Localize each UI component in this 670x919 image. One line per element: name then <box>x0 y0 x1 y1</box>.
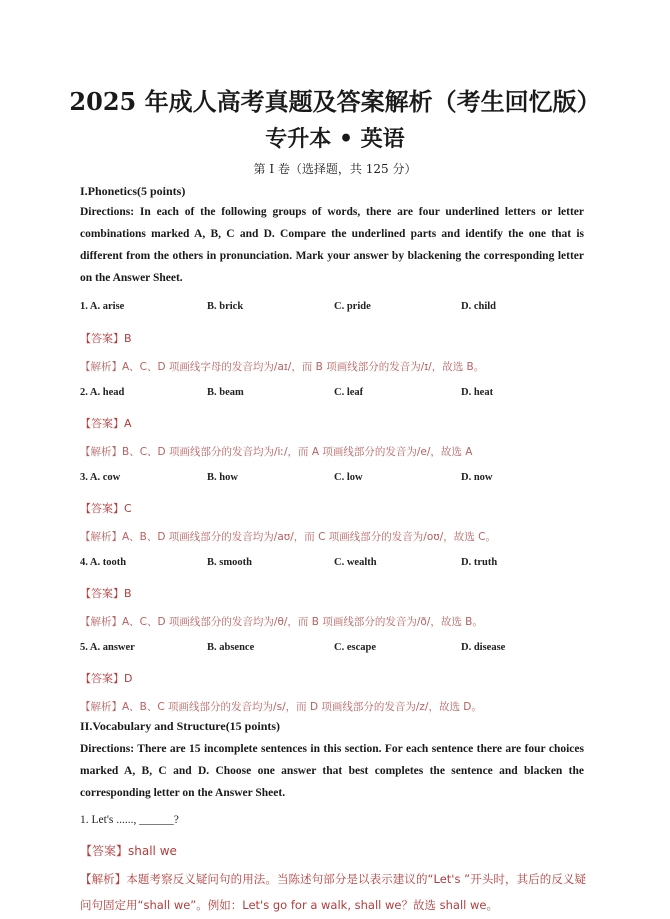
question-row <box>80 301 590 317</box>
option-d: D. disease <box>461 642 506 653</box>
option-a: 4. A. tooth <box>80 557 127 568</box>
answer-label: 【答案】A <box>80 417 132 430</box>
option-a: 1. A. arise <box>80 301 125 312</box>
option-c: C. pride <box>334 301 371 312</box>
option-b: B. absence <box>207 642 255 653</box>
option-c: C. wealth <box>334 557 377 568</box>
option-b: B. brick <box>207 301 244 312</box>
question-row <box>80 557 590 573</box>
part-heading: 第 I 卷（选择题，共 125 分） <box>253 162 417 176</box>
section-directions-phonetics: Directions: In each of the following groups of words, there are four underlined letters or letter combinations marked A, B, C and D. Compare the underlined parts and identify the one that is different from the others in pronunciation. Mark your answer by blackening the corresponding letter on the Answer Sheet. <box>80 206 584 284</box>
explanation-text: 【解析】A、B、C 项画线部分的发音均为/s/，而 D 项画线部分的发音为/z/，故选 D。 <box>80 701 482 713</box>
explanation-text: 【解析】A、C、D 项画线字母的发音均为/aɪ/，而 B 项画线部分的发音为/ɪ/，故选 B。 <box>80 361 485 373</box>
answer-label: 【答案】shall we <box>80 844 177 858</box>
question-row <box>80 642 590 658</box>
option-d: D. child <box>461 301 497 312</box>
question-row <box>80 472 590 488</box>
option-a: 5. A. answer <box>80 642 135 653</box>
page-subtitle: 专升本 • 英语 <box>265 126 405 152</box>
explanation-text: 【解析】本题考察反义疑问句的用法。当陈述句部分是以表示建议的“Let's ”开头时，其后的反义疑问句固定用“shall we”。例如：Let's go for a walk, shall we？故选 shall we。 <box>80 872 586 912</box>
explanation-text: 【解析】A、C、D 项画线部分的发音均为/θ/，而 B 项画线部分的发音为/ð/，故选 B。 <box>80 616 483 628</box>
answer-label: 【答案】B <box>80 587 132 600</box>
answer-label: 【答案】B <box>80 332 132 345</box>
option-b: B. how <box>207 472 238 483</box>
option-d: D. now <box>461 472 493 483</box>
option-b: B. beam <box>207 387 244 398</box>
explanation-text: 【解析】B、C、D 项画线部分的发音均为/iː/，而 A 项画线部分的发音为/e/，故选 A <box>80 446 473 458</box>
option-c: C. leaf <box>334 387 364 398</box>
section-heading-phonetics: I.Phonetics(5 points) <box>80 184 186 198</box>
option-d: D. truth <box>461 557 498 568</box>
option-a: 3. A. cow <box>80 472 121 483</box>
section-heading-vocabulary: II.Vocabulary and Structure(15 points) <box>80 719 281 733</box>
option-d: D. heat <box>461 387 494 398</box>
answer-label: 【答案】C <box>80 502 132 515</box>
option-c: C. low <box>334 472 363 483</box>
answer-label: 【答案】D <box>80 672 133 685</box>
option-a: 2. A. head <box>80 387 125 398</box>
page-title: 2025 年成人高考真题及答案解析（考生回忆版） <box>69 87 601 116</box>
explanation-text: 【解析】A、B、D 项画线部分的发音均为/aʊ/，而 C 项画线部分的发音为/oʊ/，故选 C。 <box>80 531 496 543</box>
section-directions-vocabulary: Directions: There are 15 incomplete sentences in this section. For each sentence there are four choices marked A, B, C and D. Choose one answer that best completes the sentence and blacken the corresponding letter on the Answer Sheet. <box>80 743 584 799</box>
option-b: B. smooth <box>207 557 252 568</box>
question-row <box>80 387 590 403</box>
option-c: C. escape <box>334 642 376 653</box>
question-fill-blank: 1. Let's ......, ______? <box>80 814 179 826</box>
